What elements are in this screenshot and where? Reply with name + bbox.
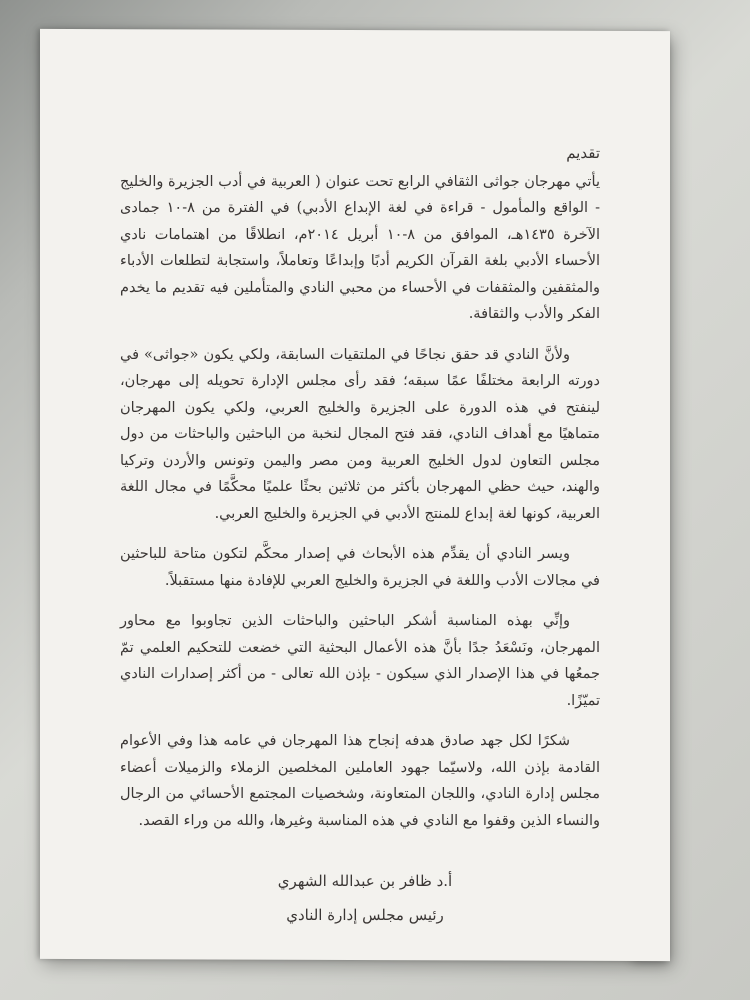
body-text — [120, 169, 600, 835]
page-heading: تقديم — [566, 144, 600, 162]
paragraph-2: ولأنَّ النادي قد حقق نجاحًا في الملتقيات السابقة، ولكي يكون «جواثى» في دورته الرابعة مختلفًا عمًا سبقه؛ فقد رأى مجلس الإدارة تحويله إلى مهرجان، لينفتح في هذه الدورة على الجزيرة والخليج العربي، ولكي يكون المهرجان متماهيًا مع أهداف النادي، فقد فتح المجال لنخبة من الباحثين والباحثات من دول مجلس التعاون لدول الخليج العربية ومن مصر واليمن وتونس والأردن وتركيا والهند، حيث حظي المهرجان بأكثر من ثلاثين بحثًا علميًا محكَّمًا في مجال اللغة العربية، كونها لغة إبداع للمنتج الأدبي في الجزيرة والخليج العربي. — [120, 346, 600, 522]
signature-title: رئيس مجلس إدارة النادي — [286, 906, 444, 924]
paragraph-1: يأتي مهرجان جواثى الثقافي الرابع تحت عنوان ( العربية في أدب الجزيرة والخليج - الواقع والمأمول - قراءة في لغة الإبداع الأدبي) في الفترة من ٨-١٠ جمادى الآخرة ١٤٣٥هـ، الموافق من ٨-١٠ أبريل ٢٠١٤م، انطلاقًا من اهتمامات نادي الأحساء الأدبي بلغة القرآن الكريم أدبًا وإبداعًا وتعاملاً، واستجابة لتطلعات الأدباء والمثقفين والمثقفات في الأحساء من محبي النادي والمتأملين فيه تقديم ما يخدم الفكر والأدب والثقافة. — [120, 173, 600, 322]
page-text-area — [120, 140, 600, 932]
paragraph-3: ويسر النادي أن يقدِّم هذه الأبحاث في إصدار محكَّم لتكون متاحة للباحثين في مجالات الأدب واللغة في الجزيرة والخليج العربي للإفادة منها مستقبلاً. — [120, 546, 600, 589]
paragraph-5: شكرًا لكل جهد صادق هدفه إنجاح هذا المهرجان في عامه هذا وفي الأعوام القادمة بإذن الله، ولاسيّما جهود العاملين المخلصين الزملاء والزميلات أعضاء مجلس إدارة النادي، واللجان المتعاونة، وشخصيات المجتمع الأحسائي من الرجال والنساء الذين وقفوا مع النادي في هذه المناسبة وغيرها، والله من وراء القصد. — [120, 733, 600, 829]
paragraph-4: وإنِّي بهذه المناسبة أشكر الباحثين والباحثات الذين تجاوبوا مع محاور المهرجان، ونَسْعَدُ جدًا بأنَّ هذه الأعمال البحثية التي خضعت للتحكيم العلمي تمّ جمعُها في هذا الإصدار الذي سيكون - بإذن الله تعالى - من أكثر إصدارات النادي تميّزًا. — [120, 613, 600, 709]
signature-name: أ.د ظافر بن عبدالله الشهري — [277, 872, 453, 890]
signature-block — [215, 864, 515, 932]
